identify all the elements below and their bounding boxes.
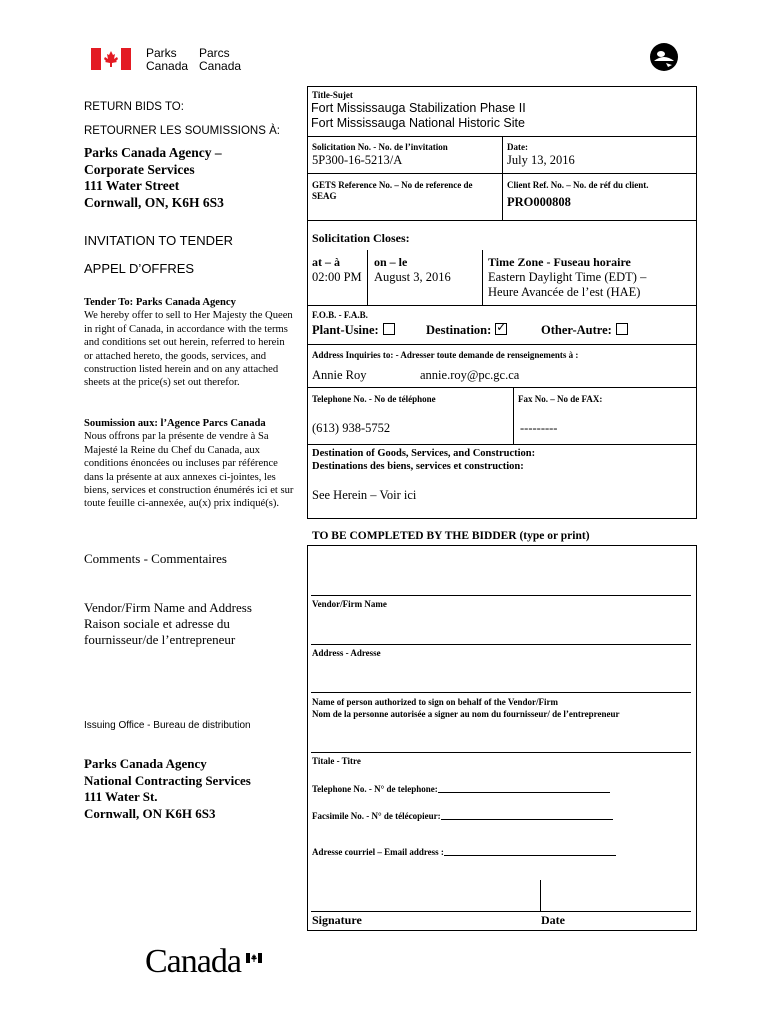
- destination-checkbox[interactable]: [495, 323, 507, 335]
- other-autre-checkbox[interactable]: [616, 323, 628, 335]
- destination-option[interactable]: Destination:✓: [426, 323, 507, 338]
- plant-usine-checkbox[interactable]: [383, 323, 395, 335]
- fax-label: Fax No. – No de FAX:: [518, 394, 603, 404]
- canada-wordmark: Canada: [145, 943, 241, 980]
- on-label: on – le: [374, 255, 408, 269]
- parks-canada-beaver-logo-icon: [648, 41, 680, 78]
- issuing-address: Parks Canada Agency National Contracting Services 111 Water St. Cornwall, ON K6H 6S3: [84, 756, 251, 821]
- solicitation-no-label: Solicitation No. - No. de l’invitation: [312, 142, 448, 152]
- address-field[interactable]: Address - Adresse: [312, 648, 381, 658]
- plant-usine-option[interactable]: Plant-Usine:: [312, 323, 395, 338]
- date-field[interactable]: Date: [541, 913, 565, 927]
- destination-goods-label: Destination of Goods, Services, and Construction: Destinations des biens, services et construction:: [312, 448, 536, 472]
- contact-name: Annie Roy: [312, 368, 367, 382]
- facsimile-field[interactable]: Facsimile No. - N° de télécopieur:: [312, 809, 613, 821]
- canada-flag-icon: [91, 48, 131, 75]
- address-inquiries-label: Address Inquiries to: - Adresser toute demande de renseignements à :: [312, 350, 579, 360]
- other-autre-option[interactable]: Other-Autre:: [541, 323, 628, 338]
- issuing-office-label: Issuing Office - Bureau de distribution: [84, 720, 251, 731]
- org-name-en: Parks Canada: [146, 46, 189, 73]
- tender-paragraph: Tender To: Parks Canada Agency We hereby offer to sell to Her Majesty the Queen in right of Canada, in accordance with the terms and conditions set out herein, referred to herein or attached hereto, the goods, services, and construction listed herein and on any attached sheets at the price(s) set out therefor.: [84, 297, 293, 389]
- date-label: Date:: [507, 142, 528, 152]
- return-bids-label: RETURN BIDS TO:: [84, 101, 184, 113]
- destination-goods-value: See Herein – Voir ici: [312, 488, 417, 502]
- retourner-label: RETOURNER LES SOUMISSIONS À:: [84, 125, 280, 137]
- solicitation-closes-label: Solicitation Closes:: [312, 231, 410, 245]
- client-ref-label: Client Ref. No. – No. de réf du client.: [507, 180, 649, 190]
- contact-email[interactable]: annie.roy@pc.gc.ca: [420, 368, 520, 382]
- telephone-value: (613) 938-5752: [312, 421, 391, 435]
- telephone-field[interactable]: Telephone No. - N° de telephone:: [312, 782, 610, 794]
- time-zone-label: Time Zone - Fuseau horaire: [488, 255, 631, 269]
- title-field[interactable]: Titale - Titre: [312, 756, 361, 766]
- authorized-person-field[interactable]: Name of person authorized to sign on behalf of the Vendor/Firm Nom de la personne autorisée a signer au nom du fournisseur/ de l’entrepreneur: [312, 697, 620, 719]
- soumission-paragraph: Soumission aux: l’Agence Parcs Canada Nous offrons par la présente de vendre à Sa Majesté la Reine du Chef du Canada, aux conditions énoncées ou incluses par référence dans la présente at aux annexes ci-jointes, les biens, services et construction énumérés ici et sur toute feuille ci-annexée, au(x) prix indiqué(s).: [84, 418, 294, 510]
- at-value: 02:00 PM: [312, 270, 362, 284]
- date-value: July 13, 2016: [507, 153, 575, 167]
- at-label: at – à: [312, 255, 340, 269]
- project-title: Fort Mississauga Stabilization Phase II Fort Mississauga National Historic Site: [311, 101, 526, 130]
- telephone-label: Telephone No. - No de téléphone: [312, 394, 436, 404]
- org-name-fr: Parcs Canada: [199, 46, 242, 73]
- vendor-name-field[interactable]: Vendor/Firm Name: [312, 599, 387, 609]
- return-address: Parks Canada Agency – Corporate Services 111 Water Street Cornwall, ON, K6H 6S3: [84, 145, 224, 210]
- gets-reference-label: GETS Reference No. – No de reference de SEAG: [312, 180, 473, 201]
- client-ref-value: PRO000808: [507, 195, 571, 209]
- time-zone-value: Eastern Daylight Time (EDT) – Heure Avancée de l’est (HAE): [488, 270, 647, 299]
- vendor-label: Vendor/Firm Name and Address Raison sociale et adresse du fournisseur/de l’entrepreneur: [84, 600, 252, 647]
- appel-heading: APPEL D’OFFRES: [84, 261, 195, 276]
- title-label: Title-Sujet: [312, 90, 353, 100]
- comments-label: Comments - Commentaires: [84, 551, 227, 566]
- bidder-heading: TO BE COMPLETED BY THE BIDDER (type or print): [312, 530, 590, 542]
- email-field[interactable]: Adresse courriel – Email address :: [312, 845, 616, 857]
- fob-label: F.O.B. - F.A.B.: [312, 310, 368, 320]
- signature-field[interactable]: Signature: [312, 913, 362, 927]
- invitation-heading: INVITATION TO TENDER: [84, 233, 234, 248]
- fax-value: ---------: [520, 421, 558, 435]
- solicitation-no-value: 5P300-16-5213/A: [312, 153, 403, 167]
- wordmark-flag-icon: [246, 950, 262, 968]
- on-value: August 3, 2016: [374, 270, 451, 284]
